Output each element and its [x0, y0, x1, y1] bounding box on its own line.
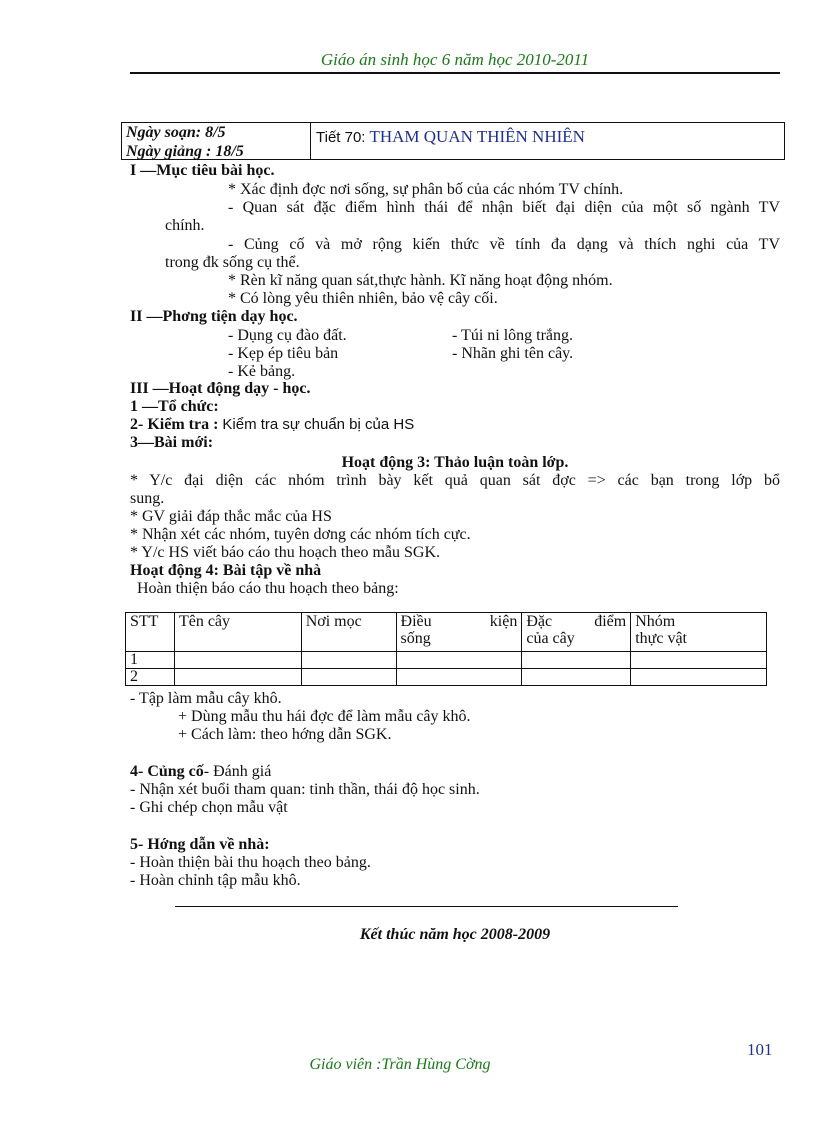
header-cell: Nhóm thực vật — [631, 613, 767, 652]
lesson-title: THAM QUAN THIÊN NHIÊN — [369, 127, 585, 146]
objective-line: * Xác định đợc nơi sống, sự phân bố của các nhóm TV chính. — [228, 181, 624, 198]
objective-line: - Quan sát đặc điểm hình thái để nhận biết đại diện của một số ngành TV — [228, 199, 780, 216]
check-label: 2- Kiểm tra : — [130, 416, 219, 433]
equipment-item: - Kẹp ép tiêu bản — [228, 345, 339, 362]
report-table — [125, 612, 767, 686]
section1-heading: I —Mục tiêu bài học. — [130, 162, 275, 179]
review-line: - Ghi chép chọn mẫu vật — [130, 799, 288, 816]
equipment-item: - Kẻ bảng. — [228, 363, 296, 380]
activity3-line: * GV giải đáp thắc mắc của HS — [130, 508, 332, 525]
equipment-item: - Dụng cụ đào đất. — [228, 327, 347, 344]
page-number: 101 — [747, 1040, 773, 1059]
practice-line: - Tập làm mẫu cây khô. — [130, 690, 282, 707]
header-rule — [130, 72, 780, 74]
homework-line: - Hoàn chỉnh tập mẫu khô. — [130, 872, 301, 889]
table-header-row — [126, 613, 767, 652]
section2-heading: II —Phơng tiện dạy học. — [130, 308, 298, 325]
header-cell: Đặc điểm của cây — [522, 613, 631, 652]
practice-line: + Dùng mẫu thu hái đợc để làm mẫu cây khô. — [178, 708, 471, 725]
teacher-name: Giáo viên :Trần Hùng Cờng — [309, 1056, 491, 1073]
header-title: Giáo án sinh học 6 năm học 2010-2011 — [320, 50, 590, 69]
activity4-heading: Hoạt động 4: Bài tập về nhà — [130, 562, 322, 579]
header-cell: Nơi mọc — [301, 613, 396, 652]
practice-line: + Cách làm: theo hớng dẫn SGK. — [178, 726, 392, 743]
lesson-info-box — [121, 122, 785, 160]
review-line: - Nhận xét buổi tham quan: tinh thần, thái độ học sinh. — [130, 781, 480, 798]
objective-line: trong đk sống cụ thể. — [165, 254, 300, 271]
homework-line: - Hoàn thiện bài thu hoạch theo bảng. — [130, 854, 371, 871]
equipment-item: - Túi ni lông trắng. — [452, 327, 574, 344]
objective-line: chính. — [165, 217, 205, 234]
header-cell: Tên cây — [174, 613, 301, 652]
objective-line: * Có lòng yêu thiên nhiên, bảo vệ cây cối. — [228, 290, 498, 307]
dates-cell — [122, 123, 311, 159]
table-row — [126, 652, 767, 669]
section5-heading: 5- Hớng dẫn về nhà: — [130, 836, 270, 853]
end-title: Kết thúc năm học 2008-2009 — [359, 926, 551, 943]
activity3-line: * Y/c HS viết báo cáo thu hoạch theo mẫu SGK. — [130, 544, 441, 561]
new-lesson-heading: 3—Bài mới: — [130, 434, 214, 451]
activity3-line: sung. — [130, 490, 165, 507]
check-text: Kiểm tra sự chuẩn bị của HS — [222, 416, 415, 433]
footer-rule — [175, 906, 678, 907]
section4-heading: 4- Củng cố- Đánh giá — [130, 763, 272, 780]
row-number: 1 — [126, 652, 175, 669]
objective-line: - Củng cố và mở rộng kiến thức về tính đa dạng và thích nghi của TV — [228, 236, 780, 253]
prep-date: Ngày soạn: 8/5 — [126, 124, 226, 141]
organization-heading: 1 —Tổ chức: — [130, 398, 219, 415]
lesson-number: Tiết 70: — [316, 129, 366, 146]
lesson-heading — [316, 127, 585, 147]
equipment-item: - Nhãn ghi tên cây. — [452, 345, 574, 362]
activity3-line: * Y/c đại diện các nhóm trình bày kết quả quan sát đợc => các bạn trong lớp bổ — [130, 472, 780, 489]
table-row — [126, 669, 767, 686]
header-cell: STT — [126, 613, 175, 652]
header-cell: Điều kiện sống — [396, 613, 522, 652]
check-line — [130, 416, 414, 434]
activity4-intro: Hoàn thiện báo cáo thu hoạch theo bảng: — [137, 580, 399, 597]
teach-date: Ngày giảng : 18/5 — [126, 143, 244, 159]
objective-line: * Rèn kĩ năng quan sát,thực hành. Kĩ năng hoạt động nhóm. — [228, 272, 613, 289]
section3-heading: III —Hoạt động dạy - học. — [130, 380, 311, 397]
row-number: 2 — [126, 669, 175, 686]
activity3-heading: Hoạt động 3: Thảo luận toàn lớp. — [341, 454, 569, 471]
activity3-line: * Nhận xét các nhóm, tuyên dơng các nhóm tích cực. — [130, 526, 471, 543]
